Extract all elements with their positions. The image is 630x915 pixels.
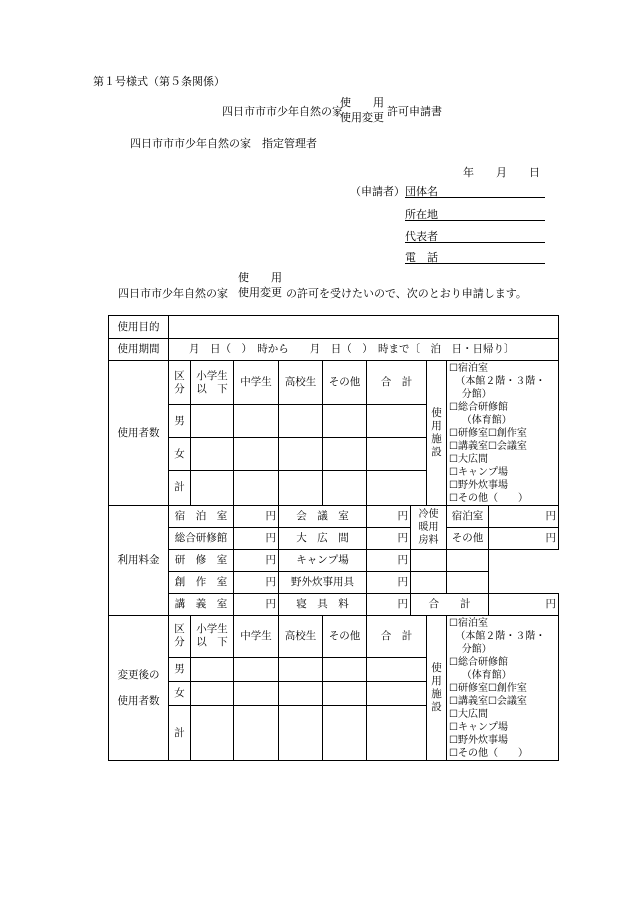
elementary-header [191,616,234,658]
total-header: 合 計 [367,361,427,405]
field-phone: 電 話 [405,251,438,264]
cell[interactable] [323,405,367,438]
cell[interactable] [367,657,427,681]
junior-header: 中学生 [234,361,279,405]
fee-amount[interactable]: 円 [489,506,559,528]
fee-item: 野外炊事用具 [279,572,367,594]
cu-2: 使用者数 [117,694,160,707]
fee-item: 総合研修館 [169,528,234,550]
group-name-line[interactable] [405,183,545,198]
title-use-change [340,95,384,125]
cell[interactable] [323,657,367,681]
empty-cell [411,550,447,572]
cell[interactable] [234,438,279,471]
aircon-label [411,506,447,550]
body-use: 使 用 [238,271,282,284]
elementary-1: 小学生 [196,369,228,382]
kubun-2: 分 [174,636,185,649]
fee-item: 創 作 室 [169,572,234,594]
cell[interactable] [367,438,427,471]
field-representative: 代表者 [405,230,438,243]
grand-total-label: 合 計 [411,594,489,616]
cu-1: 変更後の [117,668,160,681]
other-header: その他 [323,361,367,405]
cell[interactable] [191,706,234,761]
facility-label [427,361,447,506]
empty-cell [411,572,447,594]
kubun-2: 分 [174,382,185,395]
fee-item: 会 議 室 [279,506,367,528]
fee-item: 研 修 室 [169,550,234,572]
kubun-1: 区 [174,369,185,382]
male-label: 男 [169,405,191,438]
cell[interactable] [323,706,367,761]
fee-item: キャンプ場 [279,550,367,572]
cell[interactable] [279,470,323,505]
fee-item: 寝 具 料 [279,594,367,616]
title-prefix: 四日市市市少年自然の家 [222,105,343,118]
fl-1: 使 [431,662,442,674]
form-number: 第１号様式（第５条関係） [93,75,225,88]
fee-amount[interactable]: 円 [234,506,279,528]
cell[interactable] [234,405,279,438]
phone-line[interactable] [405,249,545,264]
elementary-2: 以 下 [196,382,228,395]
applicant-label: （申請者） [350,185,405,198]
cell[interactable] [279,681,323,705]
elementary-header [191,361,234,405]
cell[interactable] [234,706,279,761]
facility-label [427,616,447,761]
aircon-item: 宿泊室 [447,506,489,528]
fee-amount[interactable]: 円 [489,528,559,550]
application-table [108,315,559,761]
high-header: 高校生 [279,616,323,658]
empty-cell [447,550,489,572]
users-label: 使用者数 [109,361,169,506]
body-change: 使用変更 [238,286,282,299]
male-label: 男 [169,657,191,681]
period-input[interactable]: 月 日（ ） 時から 月 日（ ） 時まで〔 泊 日・日帰り〕 [169,339,559,361]
cell[interactable] [367,405,427,438]
cell[interactable] [234,657,279,681]
fee-amount[interactable]: 円 [234,550,279,572]
cell[interactable] [323,438,367,471]
addressee: 四日市市市少年自然の家 指定管理者 [130,137,317,150]
purpose-label: 使用目的 [109,316,169,339]
cell[interactable] [367,681,427,705]
cell[interactable] [279,706,323,761]
elementary-2: 以 下 [196,636,228,649]
fl-3: 施 [431,688,442,700]
fl-2: 用 [431,675,442,687]
cell[interactable] [191,657,234,681]
cell[interactable] [323,681,367,705]
title-suffix: 許可申請書 [387,105,442,118]
high-header: 高校生 [279,361,323,405]
cell[interactable] [191,405,234,438]
sum-label: 計 [169,706,191,761]
ac-3: 房料 [418,535,439,546]
body-suffix: の許可を受けたいので、次のとおり申請します。 [286,287,527,300]
fl-4: 設 [431,446,442,458]
fee-amount[interactable]: 円 [367,572,411,594]
fee-item: 講 義 室 [169,594,234,616]
kubun-header [169,361,191,405]
total-header: 合 計 [367,616,427,658]
cell[interactable] [234,470,279,505]
period-label: 使用期間 [109,339,169,361]
fee-amount[interactable]: 円 [367,594,411,616]
fee-amount[interactable]: 円 [367,550,411,572]
ac-2: 暖用 [418,522,439,533]
elementary-1: 小学生 [196,623,228,636]
address-line[interactable] [405,206,545,221]
fl-1: 使 [431,407,442,419]
body-use-change [238,270,282,300]
cell[interactable] [191,681,234,705]
empty-cell [447,572,489,594]
field-group-name: 団体名 [405,185,438,198]
representative-line[interactable] [405,228,545,243]
field-address: 所在地 [405,208,438,221]
kubun-header [169,616,191,658]
junior-header: 中学生 [234,616,279,658]
fee-label: 利用料金 [109,506,169,616]
facility-checklist[interactable]: ☐宿泊室 （本館２階・３階・ 分館） ☐総合研修館 （体育館） ☐研修室☐創作室 ☐講義室☐会議室 ☐大広間 ☐キャンプ場 ☐野外炊事場 ☐その他（ ） [447,361,559,506]
kubun-1: 区 [174,623,185,636]
female-label: 女 [169,438,191,471]
fee-amount[interactable]: 円 [234,594,279,616]
purpose-input[interactable] [169,316,559,339]
cell[interactable] [279,438,323,471]
fl-3: 施 [431,433,442,445]
ac-1: 冷使 [418,509,439,520]
cell[interactable] [191,438,234,471]
fee-item: 宿 泊 室 [169,506,234,528]
application-date: 年 月 日 [463,166,540,179]
other-header: その他 [323,616,367,658]
fl-4: 設 [431,701,442,713]
cell[interactable] [279,405,323,438]
cell[interactable] [279,657,323,681]
cell[interactable] [191,470,234,505]
title-change: 使用変更 [340,111,384,124]
title-use: 使 用 [340,96,384,109]
cell[interactable] [367,470,427,505]
facility-checklist[interactable]: ☐宿泊室 （本館２階・３階・ 分館） ☐総合研修館 （体育館） ☐研修室☐創作室 ☐講義室☐会議室 ☐大広間 ☐キャンプ場 ☐野外炊事場 ☐その他（ ） [447,616,559,761]
aircon-item: その他 [447,528,489,550]
changed-users-label [109,616,169,761]
cell[interactable] [234,681,279,705]
cell[interactable] [323,470,367,505]
fee-amount[interactable]: 円 [234,572,279,594]
fl-2: 用 [431,420,442,432]
body-prefix: 四日市市少年自然の家 [118,287,228,300]
female-label: 女 [169,681,191,705]
fee-amount[interactable]: 円 [367,506,411,528]
fee-item: 大 広 間 [279,528,367,550]
fee-amount[interactable]: 円 [367,528,411,550]
sum-label: 計 [169,470,191,505]
fee-amount[interactable]: 円 [234,528,279,550]
cell[interactable] [367,706,427,761]
grand-total-amount[interactable]: 円 [489,594,559,616]
